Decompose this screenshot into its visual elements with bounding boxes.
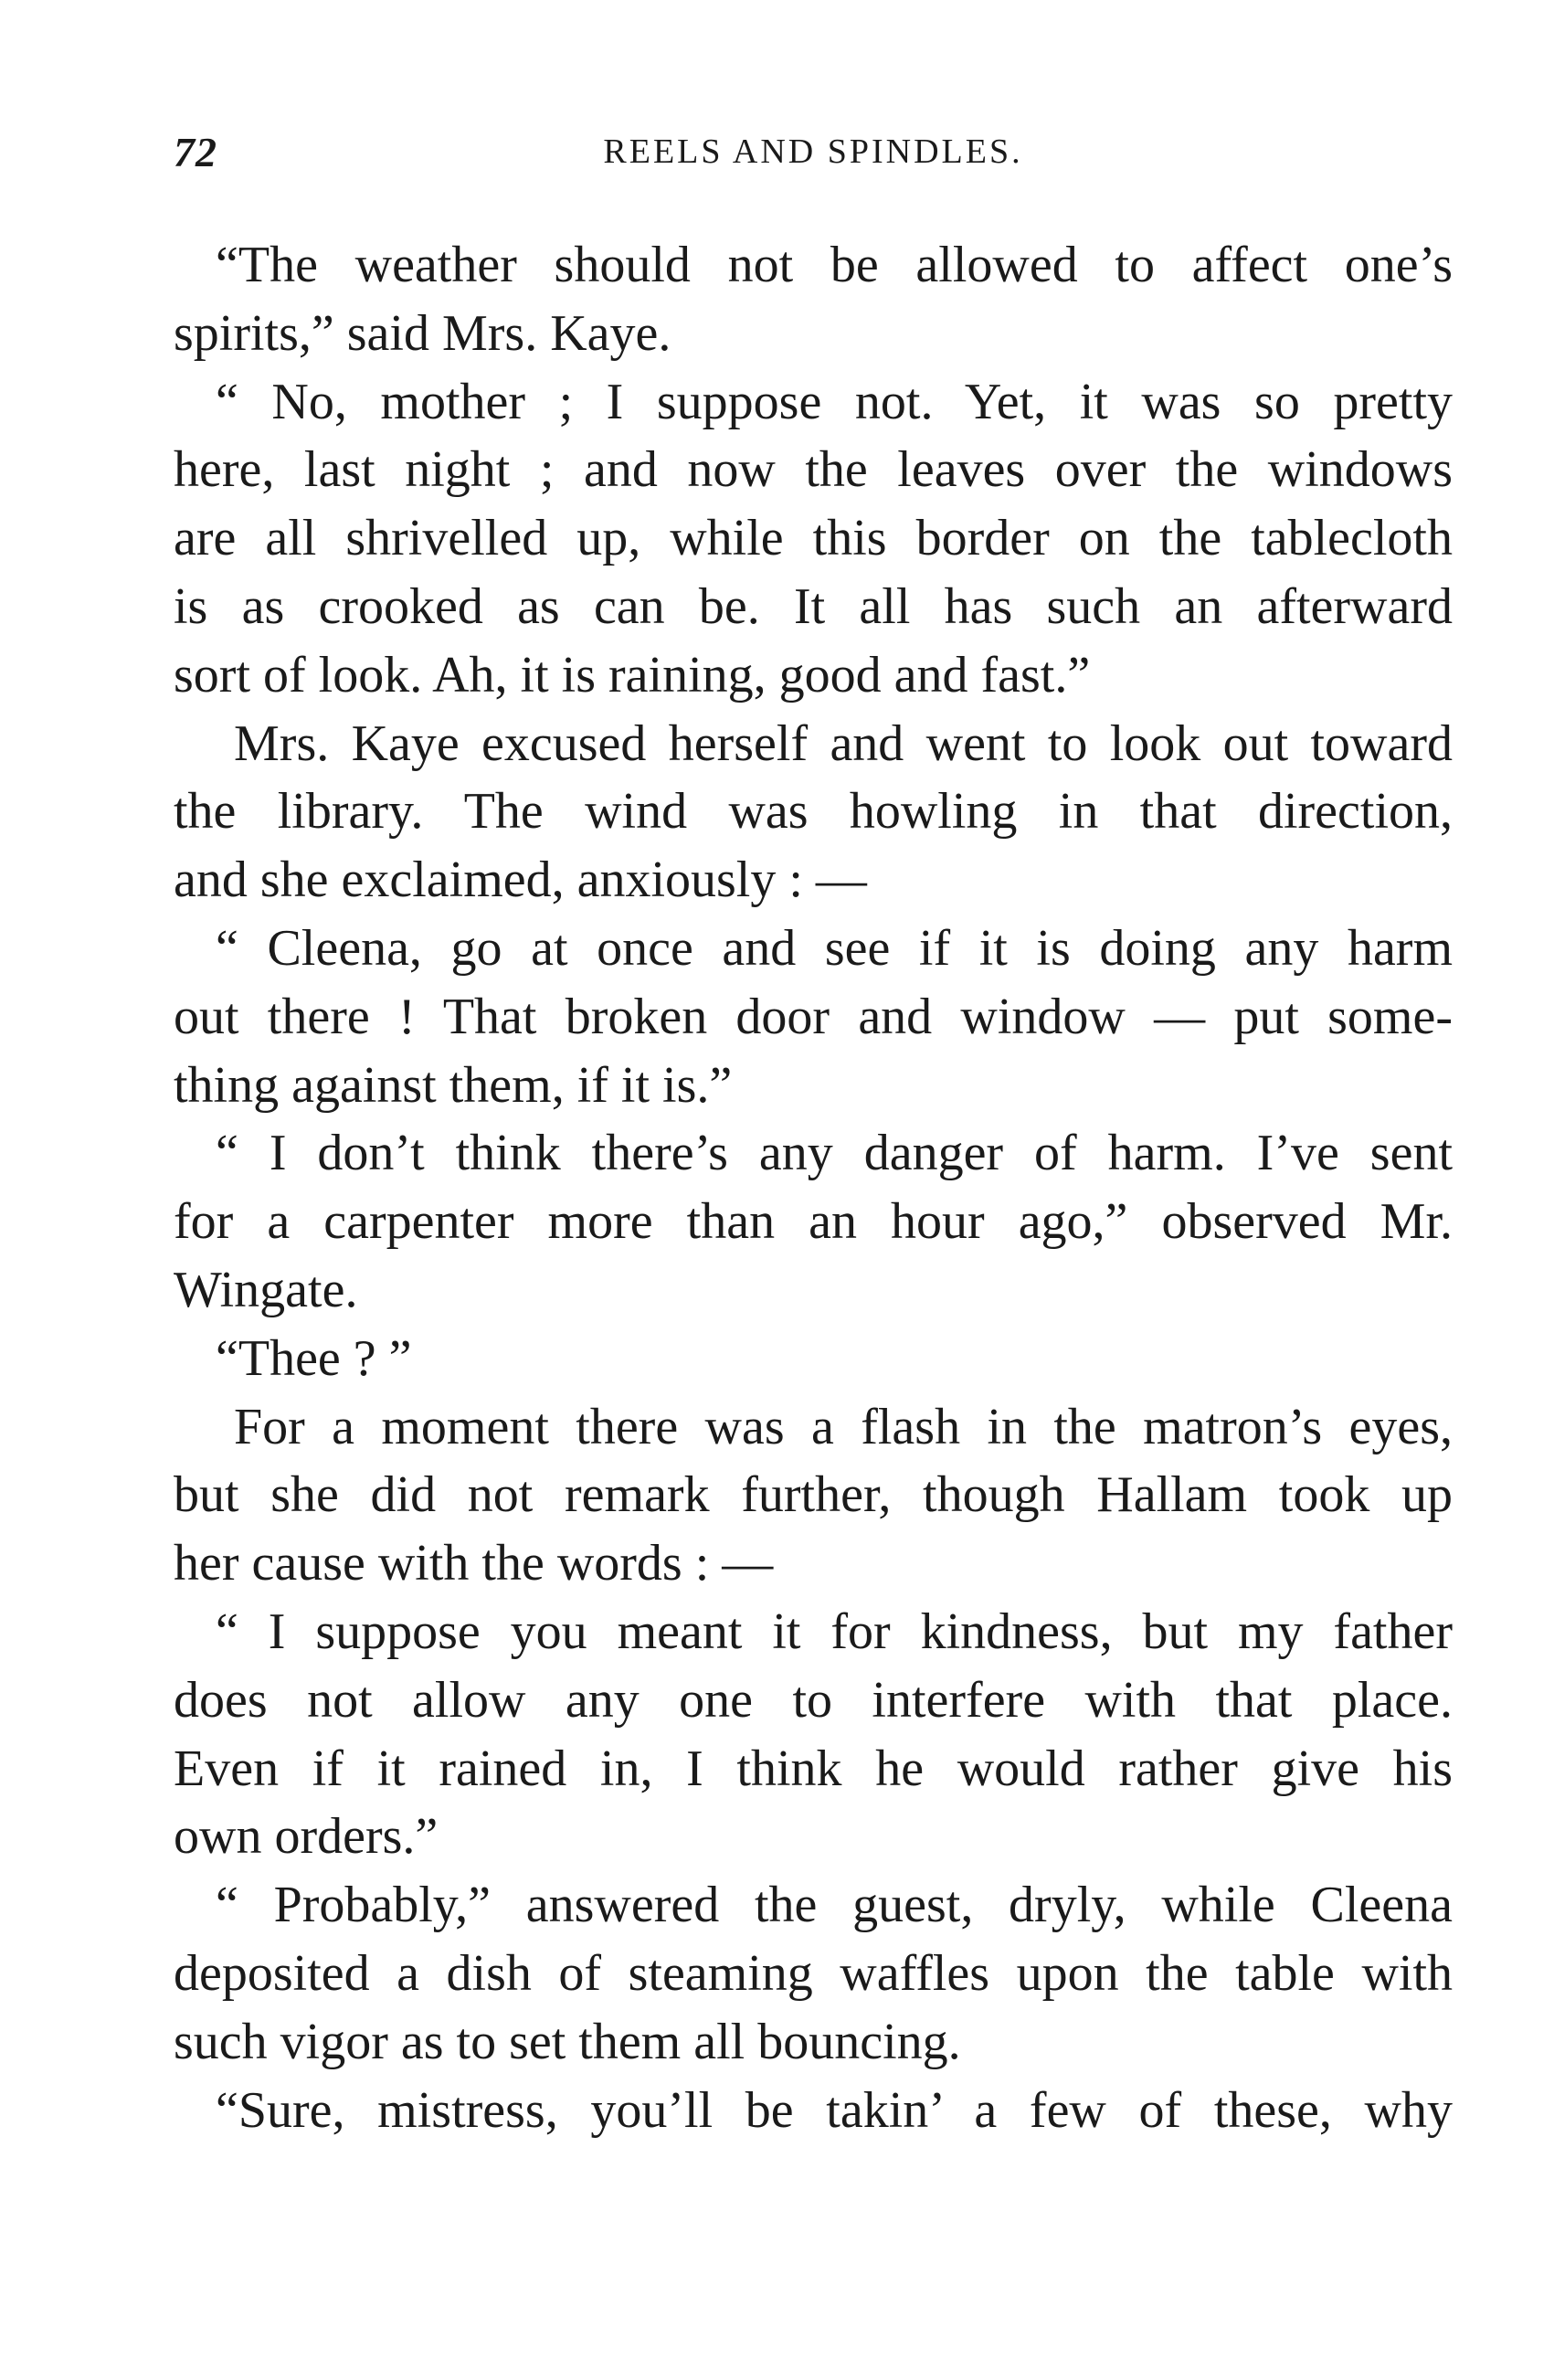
- text-line: are all shrivelled up, while this border on the tablecloth: [174, 510, 1453, 567]
- text-line: Even if it rained in, I think he would rather give his: [174, 1740, 1453, 1797]
- text-line: Wingate.: [174, 1261, 358, 1318]
- text-line: “ No, mother ; I suppose not. Yet, it was so pretty: [216, 373, 1453, 430]
- text-line: but she did not remark further, though Hallam took up: [174, 1466, 1453, 1524]
- text-line: out there ! That broken door and window — put some-: [174, 988, 1453, 1045]
- text-line: own orders.”: [174, 1808, 439, 1866]
- text-line: such vigor as to set them all bouncing.: [174, 2013, 961, 2070]
- text-line: “ Probably,” answered the guest, dryly, while Cleena: [216, 1877, 1453, 1934]
- text-line: “Thee ? ”: [216, 1329, 412, 1387]
- text-line: For a moment there was a flash in the matron’s eyes,: [234, 1398, 1453, 1455]
- page-number: 72: [174, 129, 217, 175]
- body-text: [174, 231, 1453, 2144]
- text-line: “ Cleena, go at once and see if it is doing any harm: [216, 919, 1453, 977]
- text-line: and she exclaimed, anxiously : —: [174, 852, 867, 909]
- text-line: the library. The wind was howling in that direction,: [174, 783, 1453, 841]
- text-line: here, last night ; and now the leaves over the windows: [174, 441, 1453, 499]
- text-line: Mrs. Kaye excused herself and went to look out toward: [234, 714, 1453, 772]
- text-line: “Sure, mistress, you’ll be takin’ a few of these, why: [216, 2081, 1453, 2139]
- running-head: [174, 128, 1453, 183]
- text-line: for a carpenter more than an hour ago,” observed Mr.: [174, 1193, 1453, 1251]
- text-line: “ I suppose you meant it for kindness, but my father: [216, 1603, 1453, 1660]
- text-line: sort of look. Ah, it is raining, good and fast.”: [174, 646, 1091, 703]
- text-line: her cause with the words : —: [174, 1535, 774, 1592]
- text-line: “The weather should not be allowed to affect one’s: [216, 237, 1453, 293]
- text-line: does not allow any one to interfere with that place.: [174, 1671, 1453, 1729]
- text-line: is as crooked as can be. It all has such an afterward: [174, 577, 1453, 635]
- text-line: deposited a dish of steaming waffles upon the table with: [174, 1944, 1453, 2002]
- text-line: thing against them, if it is.”: [174, 1056, 733, 1114]
- text-line: spirits,” said Mrs. Kaye.: [174, 304, 671, 362]
- text-line: “ I don’t think there’s any danger of harm. I’ve sent: [216, 1125, 1453, 1182]
- running-title: REELS AND SPINDLES.: [603, 132, 1023, 171]
